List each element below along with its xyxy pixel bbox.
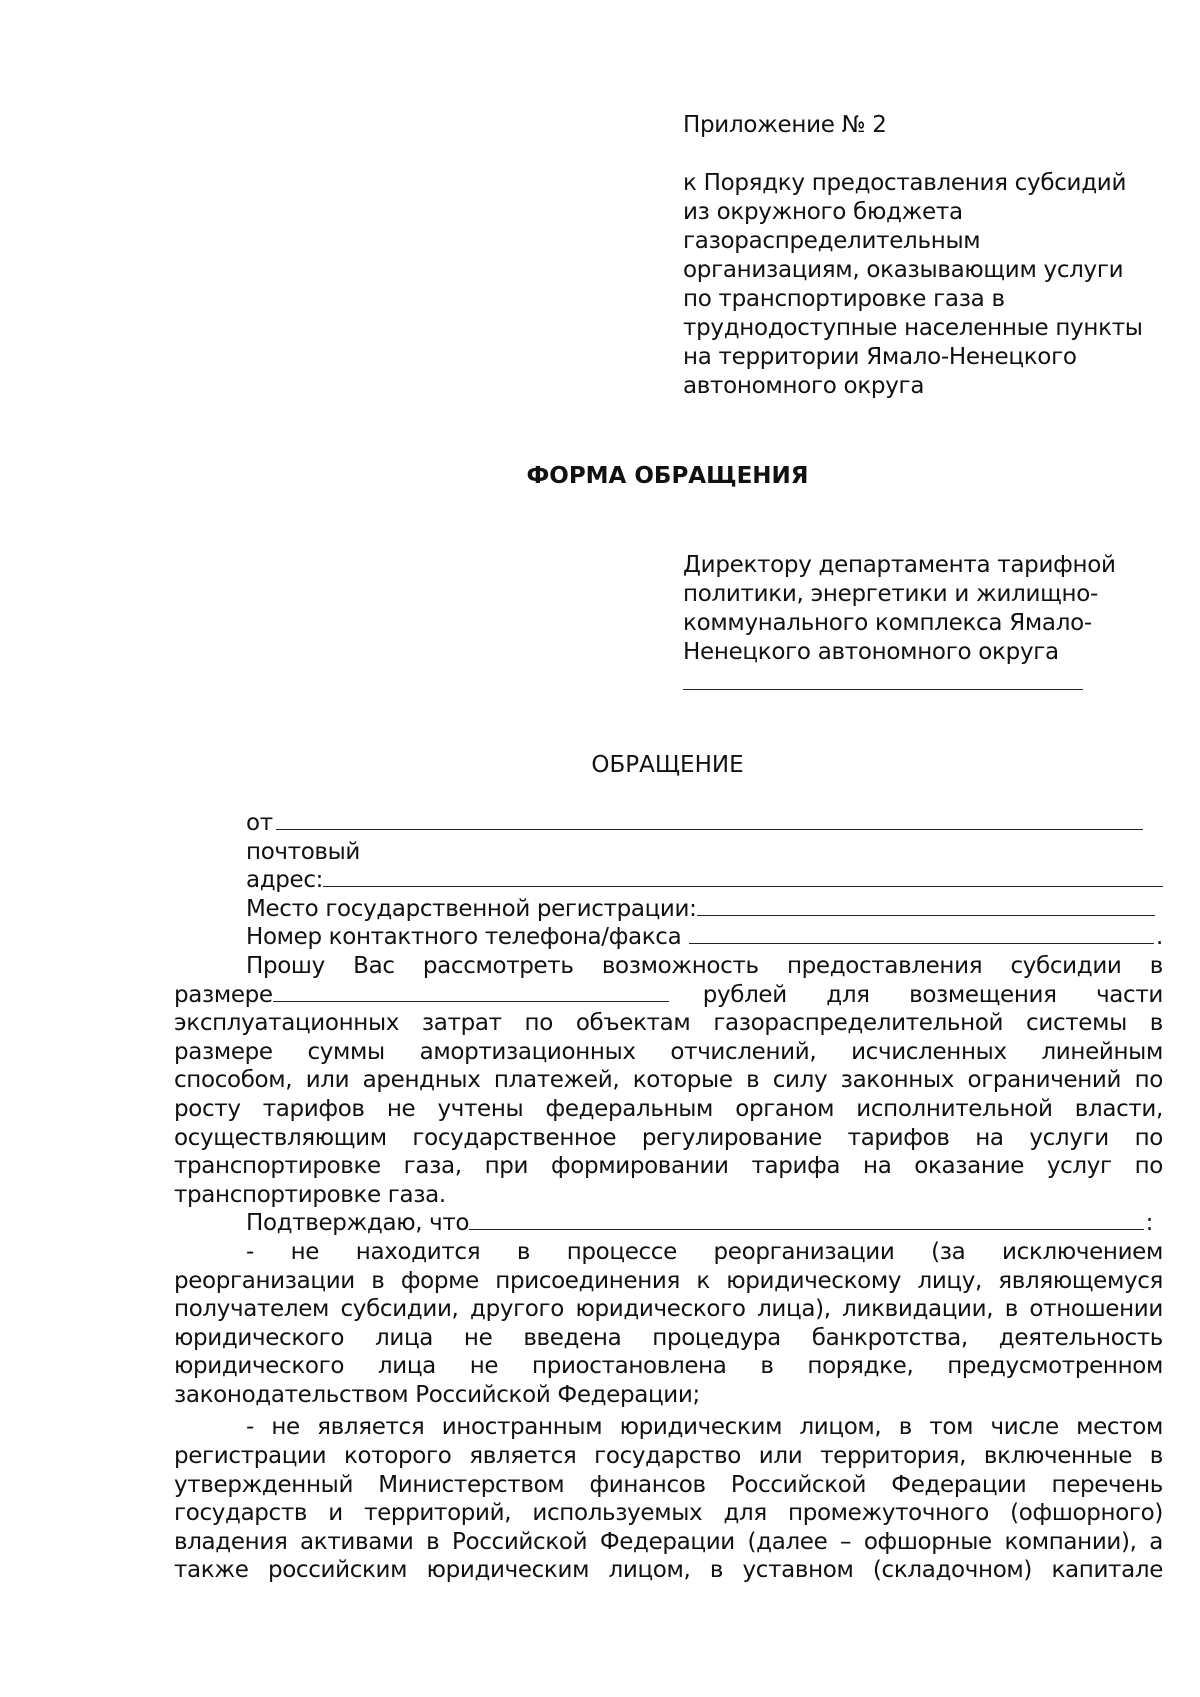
phone-blank[interactable]	[689, 923, 1154, 944]
appendix-line: на территории Ямало-Ненецкого	[683, 344, 1077, 370]
item2-line: регистрации которого является государство или территория, включенные в	[174, 1443, 1163, 1470]
appendix-block	[683, 111, 1163, 401]
addressee-line: политики, энергетики и жилищно-	[683, 581, 1099, 607]
postal-row	[174, 866, 1163, 895]
item1-line: реорганизации в форме присоединения к юридическому лицу, являющемуся	[174, 1267, 1163, 1294]
appendix-line: газораспределительным	[683, 228, 981, 254]
appendix-line: труднодоступные населенные пункты	[683, 315, 1143, 341]
postal-label-row	[174, 838, 1163, 867]
registration-label: Место государственной регистрации:	[246, 895, 697, 922]
appendix-number: Приложение № 2	[683, 112, 887, 138]
addressee-name-blank[interactable]	[683, 689, 1083, 690]
from-blank[interactable]	[276, 809, 1143, 830]
amount-label: размере	[174, 981, 273, 1008]
confirm-row	[174, 1209, 1163, 1238]
phone-label: Номер контактного телефона/факса	[246, 924, 682, 951]
item1-line: законодательством Российской Федерации;	[174, 1381, 700, 1408]
postal-address-label: адрес:	[246, 867, 324, 894]
request-line: Прошу Вас рассмотреть возможность предоставления субсидии в	[246, 952, 1163, 979]
phone-period: .	[1156, 924, 1163, 951]
postal-label: почтовый	[246, 838, 361, 865]
registration-row	[174, 895, 1163, 924]
form-title: ФОРМА ОБРАЩЕНИЯ	[526, 463, 809, 489]
addressee-line: коммунального комплекса Ямало-	[683, 610, 1092, 636]
appendix-line: по транспортировке газа в	[683, 286, 1005, 312]
appendix-line: организациям, оказывающим услуги	[683, 257, 1124, 283]
amount-blank[interactable]	[273, 981, 669, 1002]
addressee-block	[683, 551, 1163, 667]
request-line: транспортировке газа, при формировании тарифа на оказание услуг по	[174, 1153, 1163, 1180]
from-label: от	[246, 810, 273, 836]
registration-blank[interactable]	[697, 895, 1155, 916]
item2-line: утвержденный Министерством финансов Российской Федерации перечень	[174, 1471, 1163, 1498]
confirm-label: Подтверждаю, что	[246, 1210, 470, 1237]
addressee-line: Ненецкого автономного округа	[683, 639, 1059, 665]
item1-line: юридического лица не введена процедура банкротства, деятельность	[174, 1324, 1163, 1351]
from-row	[174, 809, 1163, 838]
item2-line: государств и территорий, используемых для промежуточного (офшорного)	[174, 1500, 1163, 1527]
document-body	[174, 809, 1163, 1585]
amount-purpose: рублей для возмещения части	[702, 981, 1163, 1008]
request-line: способом, или арендных платежей, которые в силу законных ограничений по	[174, 1067, 1163, 1094]
postal-address-blank[interactable]	[323, 866, 1163, 887]
item2-line: владения активами в Российской Федерации (далее – офшорные компании), а	[174, 1528, 1163, 1555]
document-title: ОБРАЩЕНИЕ	[591, 752, 744, 778]
appendix-line: из окружного бюджета	[683, 199, 963, 225]
item1-line: юридического лица не приостановлена в порядке, предусмотренном	[174, 1353, 1163, 1380]
request-line: размере суммы амортизационных отчислений, исчисленных линейным	[174, 1038, 1163, 1065]
appendix-line: автономного округа	[683, 373, 925, 399]
request-line: осуществляющим государственное регулирование тарифов на услуги по	[174, 1124, 1163, 1151]
request-amount-row	[174, 981, 1163, 1010]
phone-row	[174, 923, 1163, 952]
request-line: росту тарифов не учтены федеральным органом исполнительной власти,	[174, 1095, 1163, 1122]
appendix-line: к Порядку предоставления субсидий	[683, 170, 1127, 196]
item2-line: также российским юридическим лицом, в уставном (складочном) капитале	[174, 1557, 1163, 1584]
confirm-colon: :	[1145, 1210, 1153, 1237]
confirm-blank[interactable]	[469, 1209, 1143, 1230]
item1-line: - не находится в процессе реорганизации (за исключением	[246, 1238, 1163, 1265]
request-line: эксплуатационных затрат по объектам газораспределительной системы в	[174, 1010, 1163, 1037]
item2-line: - не является иностранным юридическим лицом, в том числе местом	[246, 1414, 1163, 1441]
addressee-line: Директору департамента тарифной	[683, 552, 1116, 578]
item1-line: получателем субсидии, другого юридического лица), ликвидации, в отношении	[174, 1296, 1163, 1323]
request-line: транспортировке газа.	[174, 1181, 446, 1208]
